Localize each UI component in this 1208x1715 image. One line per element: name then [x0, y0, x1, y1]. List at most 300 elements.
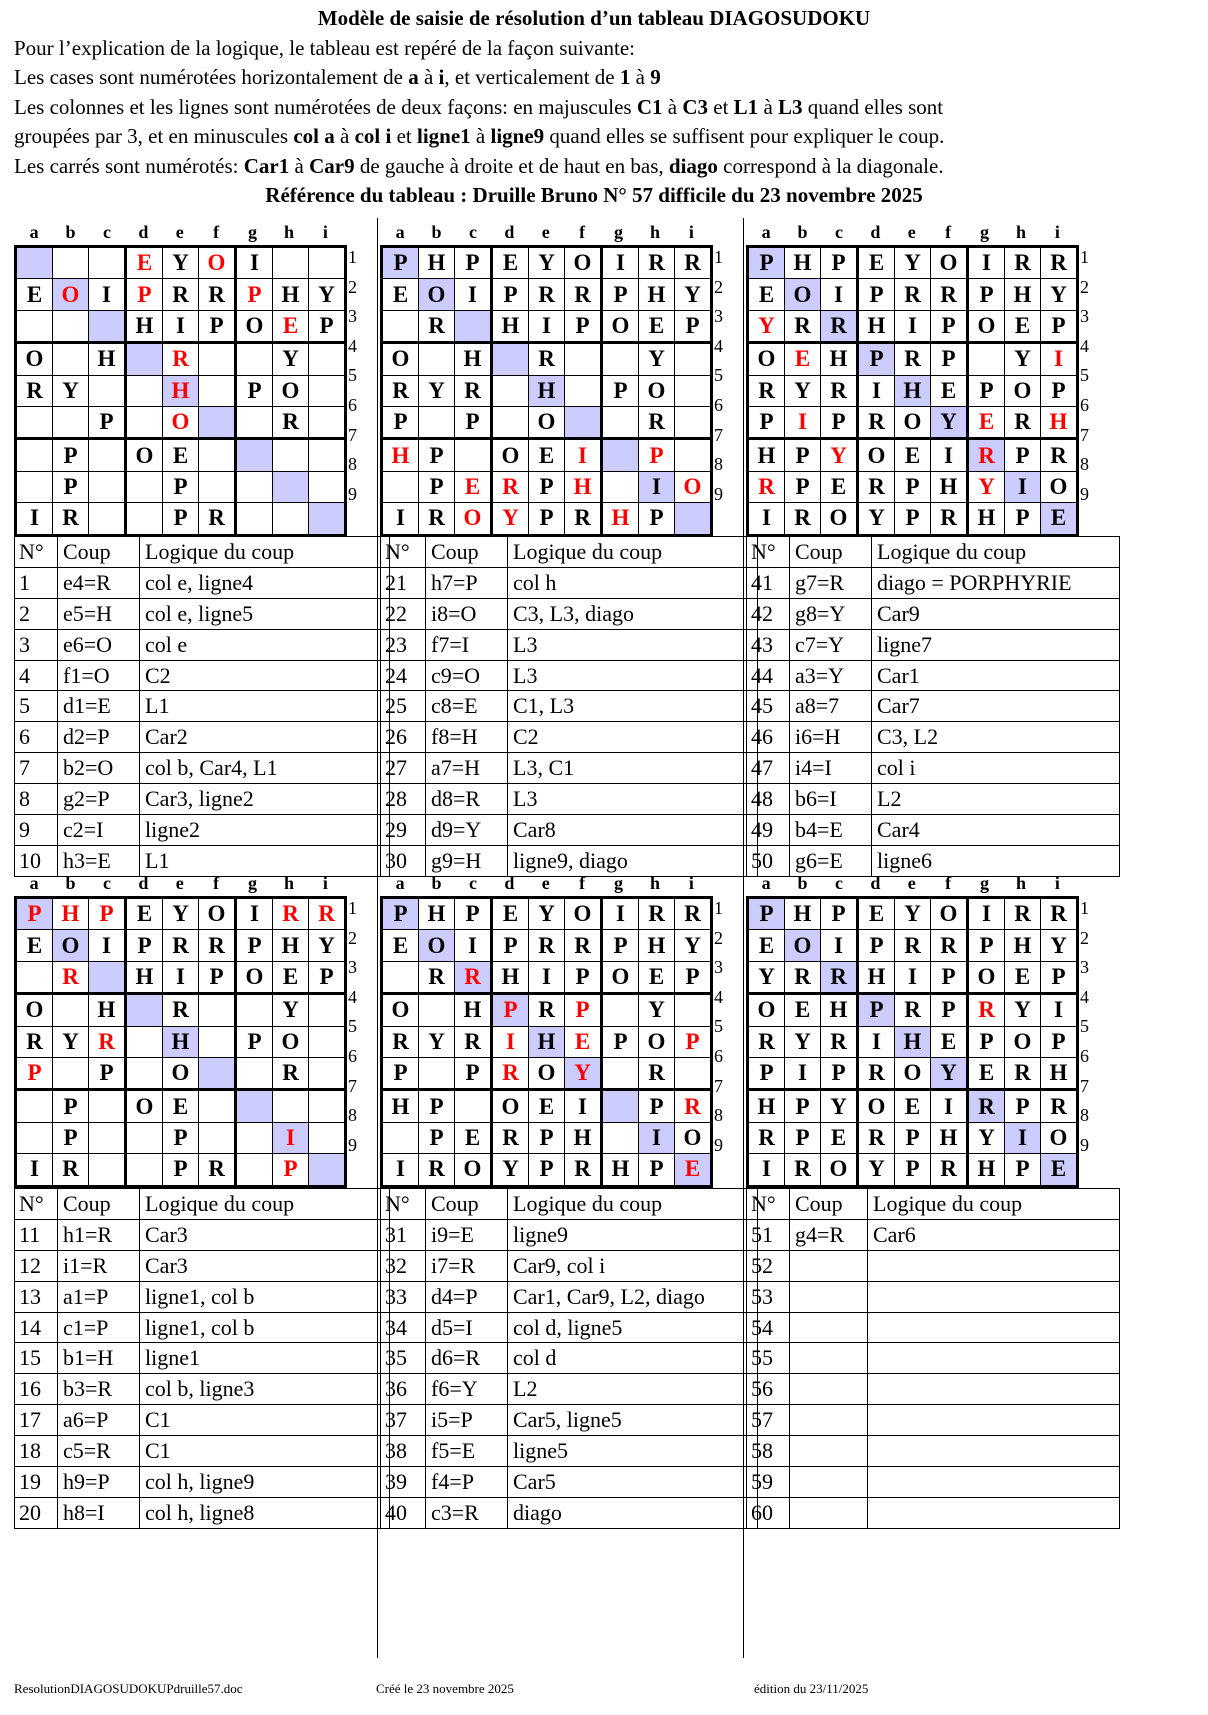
- column-letter: g: [248, 873, 258, 893]
- grid-cell-h6: R: [273, 1057, 309, 1089]
- move-logic: ligne2: [140, 815, 390, 846]
- diagosudoku-grid: [380, 245, 713, 537]
- grid-cell-d4: [126, 994, 163, 1026]
- move-coup: [790, 1467, 868, 1498]
- move-coup: c1=P: [58, 1312, 140, 1343]
- grid-cell-f1: O: [931, 247, 968, 279]
- grid-cell-e3: I: [163, 961, 199, 993]
- grid-cell-c5: [89, 375, 126, 406]
- move-logic: col i: [872, 753, 1120, 784]
- grid-cell-a2: E: [748, 279, 785, 310]
- grid-cell-f8: [199, 471, 236, 502]
- grid-cell-c1: P: [821, 898, 858, 930]
- grid-cell-f5: [565, 375, 602, 406]
- grid-cell-d5: [126, 1026, 163, 1057]
- move-coup: d6=R: [426, 1343, 508, 1374]
- bold-term: Car1: [243, 153, 290, 178]
- grid-cell-e7: E: [529, 439, 565, 471]
- grid-cell-d1: E: [492, 898, 529, 930]
- grid-cell-i9: E: [675, 1154, 712, 1186]
- grid-cell-h1: R: [639, 898, 675, 930]
- column-letter: a: [395, 873, 405, 893]
- footer-created: Créé le 23 novembre 2025: [376, 1681, 514, 1696]
- grid-cell-e9: P: [895, 1154, 931, 1186]
- move-coup: c3=R: [426, 1497, 508, 1528]
- move-row: [381, 1497, 758, 1528]
- grid-cell-a3: [16, 310, 53, 342]
- row-number: 5: [348, 1016, 357, 1037]
- grid-cell-c6: P: [455, 406, 492, 438]
- bold-term: L3: [778, 94, 803, 119]
- grid-cell-h1: R: [273, 898, 309, 930]
- move-row: [747, 691, 1120, 722]
- move-number: 16: [15, 1374, 58, 1405]
- move-logic: Car7: [872, 691, 1120, 722]
- grid-cell-f3: P: [565, 310, 602, 342]
- grid-cell-i7: R: [1041, 1090, 1078, 1122]
- move-number: 10: [15, 845, 58, 876]
- move-logic: Car5, ligne5: [508, 1405, 758, 1436]
- grid-cell-a7: H: [748, 439, 785, 471]
- row-number: 4: [1080, 335, 1089, 356]
- grid-cell-g5: P: [236, 375, 273, 406]
- move-logic: [868, 1312, 1120, 1343]
- intro-line-5: [14, 152, 1174, 182]
- grid-cell-a4: O: [382, 994, 419, 1026]
- column-letter: e: [541, 222, 550, 242]
- move-coup: h8=I: [58, 1497, 140, 1528]
- column-letter: f: [945, 222, 952, 242]
- grid-cell-e5: H: [895, 1026, 931, 1057]
- grid-cell-h9: P: [1005, 1154, 1041, 1186]
- grid-cell-g6: [602, 1057, 639, 1089]
- move-coup: f6=Y: [426, 1374, 508, 1405]
- grid-cell-h5: O: [639, 1026, 675, 1057]
- grid-cell-b9: R: [53, 503, 89, 535]
- move-coup: [790, 1312, 868, 1343]
- grid-cell-a9: I: [382, 1154, 419, 1186]
- move-logic: C2: [508, 722, 758, 753]
- grid-cell-i1: R: [675, 247, 712, 279]
- grid-cell-f5: E: [931, 375, 968, 406]
- grid-cell-i8: [309, 471, 346, 502]
- move-number: 2: [15, 598, 58, 629]
- moves-header-logique: Logique du coup: [140, 1189, 390, 1220]
- grid-cell-g8: [602, 1122, 639, 1153]
- move-number: 30: [381, 845, 426, 876]
- move-coup: b1=H: [58, 1343, 140, 1374]
- grid-cell-f4: P: [931, 994, 968, 1026]
- column-letter: b: [797, 222, 808, 242]
- grid-cell-i2: Y: [675, 279, 712, 310]
- grid-cell-e2: R: [895, 930, 931, 961]
- grid-cell-d6: R: [858, 1057, 895, 1089]
- grid-cell-h2: H: [639, 279, 675, 310]
- grid-cell-i4: [309, 994, 346, 1026]
- grid-cell-c9: [89, 1154, 126, 1186]
- move-coup: g9=H: [426, 845, 508, 876]
- move-coup: g2=P: [58, 784, 140, 815]
- header: [14, 4, 1174, 211]
- column-letter: f: [579, 222, 586, 242]
- grid-cell-a7: H: [748, 1090, 785, 1122]
- grid-cell-h3: E: [639, 310, 675, 342]
- grid-cell-g5: P: [968, 375, 1005, 406]
- grid-cell-i9: [309, 503, 346, 535]
- grid-cell-b3: R: [785, 961, 821, 993]
- column-letter: a: [29, 222, 39, 242]
- grid-cell-d7: O: [858, 1090, 895, 1122]
- move-logic: [868, 1467, 1120, 1498]
- grid-cell-h4: Y: [639, 994, 675, 1026]
- grid-cell-i3: P: [309, 310, 346, 342]
- move-logic: [868, 1405, 1120, 1436]
- grid-cell-a9: I: [382, 503, 419, 535]
- grid-cell-f2: R: [565, 930, 602, 961]
- move-logic: L3: [508, 784, 758, 815]
- text-segment: groupées par 3, et en minuscules: [14, 124, 294, 148]
- text-segment: Les cases sont numérotées horizontalement de: [14, 65, 409, 89]
- grid-cell-b8: P: [53, 471, 89, 502]
- move-coup: d9=Y: [426, 815, 508, 846]
- grid-cell-h5: O: [639, 375, 675, 406]
- diagosudoku-grid: [380, 896, 713, 1188]
- grid-cell-i7: [675, 439, 712, 471]
- move-coup: i7=R: [426, 1250, 508, 1281]
- move-logic: ligne1, col b: [140, 1312, 390, 1343]
- grid-cell-d3: H: [492, 961, 529, 993]
- grid-cell-c1: P: [821, 247, 858, 279]
- column-letter: d: [870, 873, 881, 893]
- grid-cell-b8: P: [785, 1122, 821, 1153]
- grid-cell-e9: P: [529, 1154, 565, 1186]
- move-coup: a8=7: [790, 691, 872, 722]
- move-logic: col b, ligne3: [140, 1374, 390, 1405]
- move-logic: C1: [140, 1405, 390, 1436]
- move-row: [747, 845, 1120, 876]
- move-number: 27: [381, 753, 426, 784]
- grid-cell-i2: Y: [309, 279, 346, 310]
- grid-cell-h7: [273, 439, 309, 471]
- grid-cell-d3: H: [858, 310, 895, 342]
- grid-cell-d8: R: [858, 1122, 895, 1153]
- grid-cell-g2: P: [968, 930, 1005, 961]
- grid-cell-g9: H: [602, 1154, 639, 1186]
- grid-cell-a2: E: [382, 930, 419, 961]
- grid-cell-i6: H: [1041, 406, 1078, 438]
- grid-cell-f1: O: [199, 898, 236, 930]
- grid-cell-h4: Y: [1005, 994, 1041, 1026]
- grid-cell-f6: [199, 406, 236, 438]
- grid-cell-b2: O: [785, 279, 821, 310]
- move-number: 34: [381, 1312, 426, 1343]
- grid-cell-c8: [89, 471, 126, 502]
- grid-cell-f9: R: [931, 1154, 968, 1186]
- move-logic: [868, 1343, 1120, 1374]
- grid-cell-h5: O: [273, 1026, 309, 1057]
- move-number: 35: [381, 1343, 426, 1374]
- moves-header-coup: Coup: [790, 537, 872, 568]
- text-segment: et: [708, 94, 734, 119]
- grid-cell-c5: R: [455, 375, 492, 406]
- row-number: 5: [1080, 1016, 1089, 1037]
- bold-term: C1: [636, 94, 663, 119]
- grid-cell-b9: R: [785, 1154, 821, 1186]
- grid-cell-c5: R: [821, 375, 858, 406]
- grid-cell-b1: [53, 247, 89, 279]
- moves-header-num: N°: [381, 1189, 426, 1220]
- grid-cell-f9: R: [565, 1154, 602, 1186]
- row-number: 7: [348, 1075, 357, 1096]
- grid-cell-a2: E: [382, 279, 419, 310]
- grid-cell-f8: H: [931, 1122, 968, 1153]
- grid-cell-g7: R: [968, 1090, 1005, 1122]
- grid-cell-i3: P: [675, 310, 712, 342]
- row-number: 8: [714, 454, 723, 475]
- grid-cell-d4: P: [492, 994, 529, 1026]
- grid-cell-i6: [675, 406, 712, 438]
- row-number: 7: [714, 424, 723, 445]
- grid-cell-f9: R: [199, 503, 236, 535]
- grid-cell-i7: [309, 439, 346, 471]
- grid-cell-h1: R: [639, 247, 675, 279]
- column-letter: b: [65, 222, 76, 242]
- moves-table: [380, 1188, 758, 1529]
- grid-cell-d8: R: [858, 471, 895, 502]
- row-number: 8: [348, 1105, 357, 1126]
- row-number: 5: [1080, 365, 1089, 386]
- move-coup: c8=E: [426, 691, 508, 722]
- move-row: [15, 1374, 390, 1405]
- grid-cell-h6: R: [639, 406, 675, 438]
- move-row: [381, 691, 758, 722]
- column-letter: h: [283, 222, 294, 242]
- row-number: 8: [348, 454, 357, 475]
- text-segment: et: [391, 124, 417, 148]
- column-letter: h: [283, 873, 294, 893]
- grid-cell-e7: E: [163, 439, 199, 471]
- move-row: [747, 1312, 1120, 1343]
- move-logic: col e, ligne4: [140, 567, 390, 598]
- grid-cell-d2: P: [858, 279, 895, 310]
- grid-cell-d7: O: [858, 439, 895, 471]
- row-number: 3: [348, 957, 357, 978]
- move-number: 13: [15, 1281, 58, 1312]
- grid-cell-i8: O: [675, 471, 712, 502]
- move-logic: C1, L3: [508, 691, 758, 722]
- move-row: [381, 598, 758, 629]
- grid-cell-g3: O: [968, 961, 1005, 993]
- grid-cell-e6: O: [529, 1057, 565, 1089]
- grid-cell-h5: O: [273, 375, 309, 406]
- grid-cell-a8: [16, 471, 53, 502]
- grid-cell-h2: H: [639, 930, 675, 961]
- move-coup: i4=I: [790, 753, 872, 784]
- grid-cell-a4: O: [16, 343, 53, 375]
- grid-cell-g2: P: [602, 279, 639, 310]
- grid-cell-h3: E: [273, 310, 309, 342]
- move-row: [381, 815, 758, 846]
- grid-cell-e2: R: [529, 279, 565, 310]
- grid-cell-i5: [309, 375, 346, 406]
- move-number: 5: [15, 691, 58, 722]
- bold-term: diago: [668, 153, 718, 178]
- grid-cell-g8: [236, 1122, 273, 1153]
- grid-cell-i4: I: [1041, 994, 1078, 1026]
- column-letter: f: [213, 222, 220, 242]
- grid-cell-g1: I: [236, 247, 273, 279]
- grid-cell-b4: E: [785, 343, 821, 375]
- move-number: 20: [15, 1497, 58, 1528]
- move-logic: Car6: [868, 1219, 1120, 1250]
- grid-cell-h8: [273, 471, 309, 502]
- move-row: [15, 1250, 390, 1281]
- grid-cell-d7: O: [126, 439, 163, 471]
- move-number: 38: [381, 1436, 426, 1467]
- move-number: 47: [747, 753, 790, 784]
- move-row: [381, 1281, 758, 1312]
- grid-cell-c8: E: [455, 471, 492, 502]
- column-letter: d: [870, 222, 881, 242]
- grid-cell-a7: [16, 1090, 53, 1122]
- row-number: 2: [714, 927, 723, 948]
- move-number: 59: [747, 1467, 790, 1498]
- grid-cell-d8: R: [492, 471, 529, 502]
- grid-cell-f4: [199, 994, 236, 1026]
- grid-cell-i2: Y: [1041, 279, 1078, 310]
- grid-cell-e9: P: [895, 503, 931, 535]
- move-coup: f4=P: [426, 1467, 508, 1498]
- move-coup: d1=E: [58, 691, 140, 722]
- reference-line: Référence du tableau : Druille Bruno N° 57 difficile du 23 novembre 2025: [265, 183, 923, 207]
- move-number: 37: [381, 1405, 426, 1436]
- move-row: [747, 629, 1120, 660]
- move-row: [747, 1467, 1120, 1498]
- grid-cell-b3: R: [419, 310, 455, 342]
- move-row: [15, 1219, 390, 1250]
- grid-cell-c7: Y: [821, 1090, 858, 1122]
- grid-cell-a5: R: [382, 1026, 419, 1057]
- bold-term: col i: [354, 124, 392, 148]
- row-number: 6: [714, 1046, 723, 1066]
- text-segment: correspond à la diagonale.: [717, 153, 944, 178]
- grid-cell-d3: H: [126, 961, 163, 993]
- page-title: Modèle de saisie de résolution d’un tableau DIAGOSUDOKU: [317, 6, 871, 30]
- move-logic: Car4: [872, 815, 1120, 846]
- move-coup: e5=H: [58, 598, 140, 629]
- move-coup: i8=O: [426, 598, 508, 629]
- grid-cell-d6: [492, 406, 529, 438]
- move-logic: Car3: [140, 1250, 390, 1281]
- grid-cell-c7: [455, 439, 492, 471]
- grid-cell-g2: P: [968, 279, 1005, 310]
- row-number: 9: [714, 483, 723, 504]
- grid-cell-b8: P: [785, 471, 821, 502]
- grid-cell-a5: R: [16, 375, 53, 406]
- grid-cell-c2: I: [89, 279, 126, 310]
- move-row: [747, 815, 1120, 846]
- grid-cell-c9: O: [821, 1154, 858, 1186]
- move-coup: g6=E: [790, 845, 872, 876]
- grid-cell-b6: I: [785, 1057, 821, 1089]
- column-letter: h: [649, 873, 660, 893]
- grid-cell-i6: [309, 406, 346, 438]
- row-number: 4: [348, 335, 357, 356]
- grid-cell-a6: P: [748, 1057, 785, 1089]
- grid-cell-h7: P: [1005, 1090, 1041, 1122]
- grid-cell-e4: R: [529, 343, 565, 375]
- grid-cell-b4: [419, 343, 455, 375]
- move-number: 46: [747, 722, 790, 753]
- grid-cell-g6: E: [968, 1057, 1005, 1089]
- grid-cell-e1: Y: [529, 247, 565, 279]
- grid-cell-c3: [89, 310, 126, 342]
- grid-cell-h8: I: [1005, 471, 1041, 502]
- row-number: 5: [348, 365, 357, 386]
- move-number: 8: [15, 784, 58, 815]
- grid-cell-h7: P: [639, 1090, 675, 1122]
- grid-cell-h5: O: [1005, 1026, 1041, 1057]
- grid-cell-f8: H: [565, 1122, 602, 1153]
- grid-cell-g3: O: [236, 310, 273, 342]
- diagosudoku-grid: [746, 896, 1079, 1188]
- grid-cell-g4: [602, 994, 639, 1026]
- move-logic: L2: [872, 784, 1120, 815]
- move-logic: col e: [140, 629, 390, 660]
- grid-cell-b9: R: [785, 503, 821, 535]
- intro-line-3: [14, 93, 1174, 123]
- grid-cell-e9: P: [163, 1154, 199, 1186]
- grid-cell-b7: P: [785, 439, 821, 471]
- move-number: 44: [747, 660, 790, 691]
- grid-cell-f5: E: [931, 1026, 968, 1057]
- row-number: 8: [1080, 1105, 1089, 1126]
- bold-term: a: [408, 65, 419, 89]
- grid-cell-b1: H: [53, 898, 89, 930]
- grid-column-letters: [14, 222, 344, 242]
- move-logic: Car8: [508, 815, 758, 846]
- grid-column-letters: [380, 873, 710, 893]
- move-coup: a1=P: [58, 1281, 140, 1312]
- grid-cell-d3: H: [126, 310, 163, 342]
- grid-cell-c2: I: [455, 930, 492, 961]
- grid-cell-f9: R: [565, 503, 602, 535]
- move-logic: col e, ligne5: [140, 598, 390, 629]
- grid-cell-i8: O: [1041, 1122, 1078, 1153]
- intro-line-1: Pour l’explication de la logique, le tableau est repéré de la façon suivante:: [14, 35, 636, 60]
- grid-cell-i1: R: [1041, 898, 1078, 930]
- move-row: [15, 1312, 390, 1343]
- grid-cell-b6: [419, 1057, 455, 1089]
- text-segment: à: [334, 124, 355, 148]
- grid-cell-e5: H: [895, 375, 931, 406]
- grid-cell-c8: [89, 1122, 126, 1153]
- move-logic: ligne6: [872, 845, 1120, 876]
- grid-cell-d6: R: [858, 406, 895, 438]
- column-letter: h: [1015, 873, 1026, 893]
- footer: [14, 1681, 1194, 1701]
- grid-cell-e8: P: [895, 471, 931, 502]
- move-coup: [790, 1343, 868, 1374]
- grid-cell-c6: P: [89, 406, 126, 438]
- row-number: 2: [348, 276, 357, 297]
- grid-cell-d1: E: [126, 898, 163, 930]
- grid-cell-h9: [273, 503, 309, 535]
- text-segment: quand elles se suffisent pour expliquer le coup.: [544, 124, 945, 148]
- grid-cell-d4: [492, 343, 529, 375]
- grid-cell-b3: R: [785, 310, 821, 342]
- move-row: [381, 1219, 758, 1250]
